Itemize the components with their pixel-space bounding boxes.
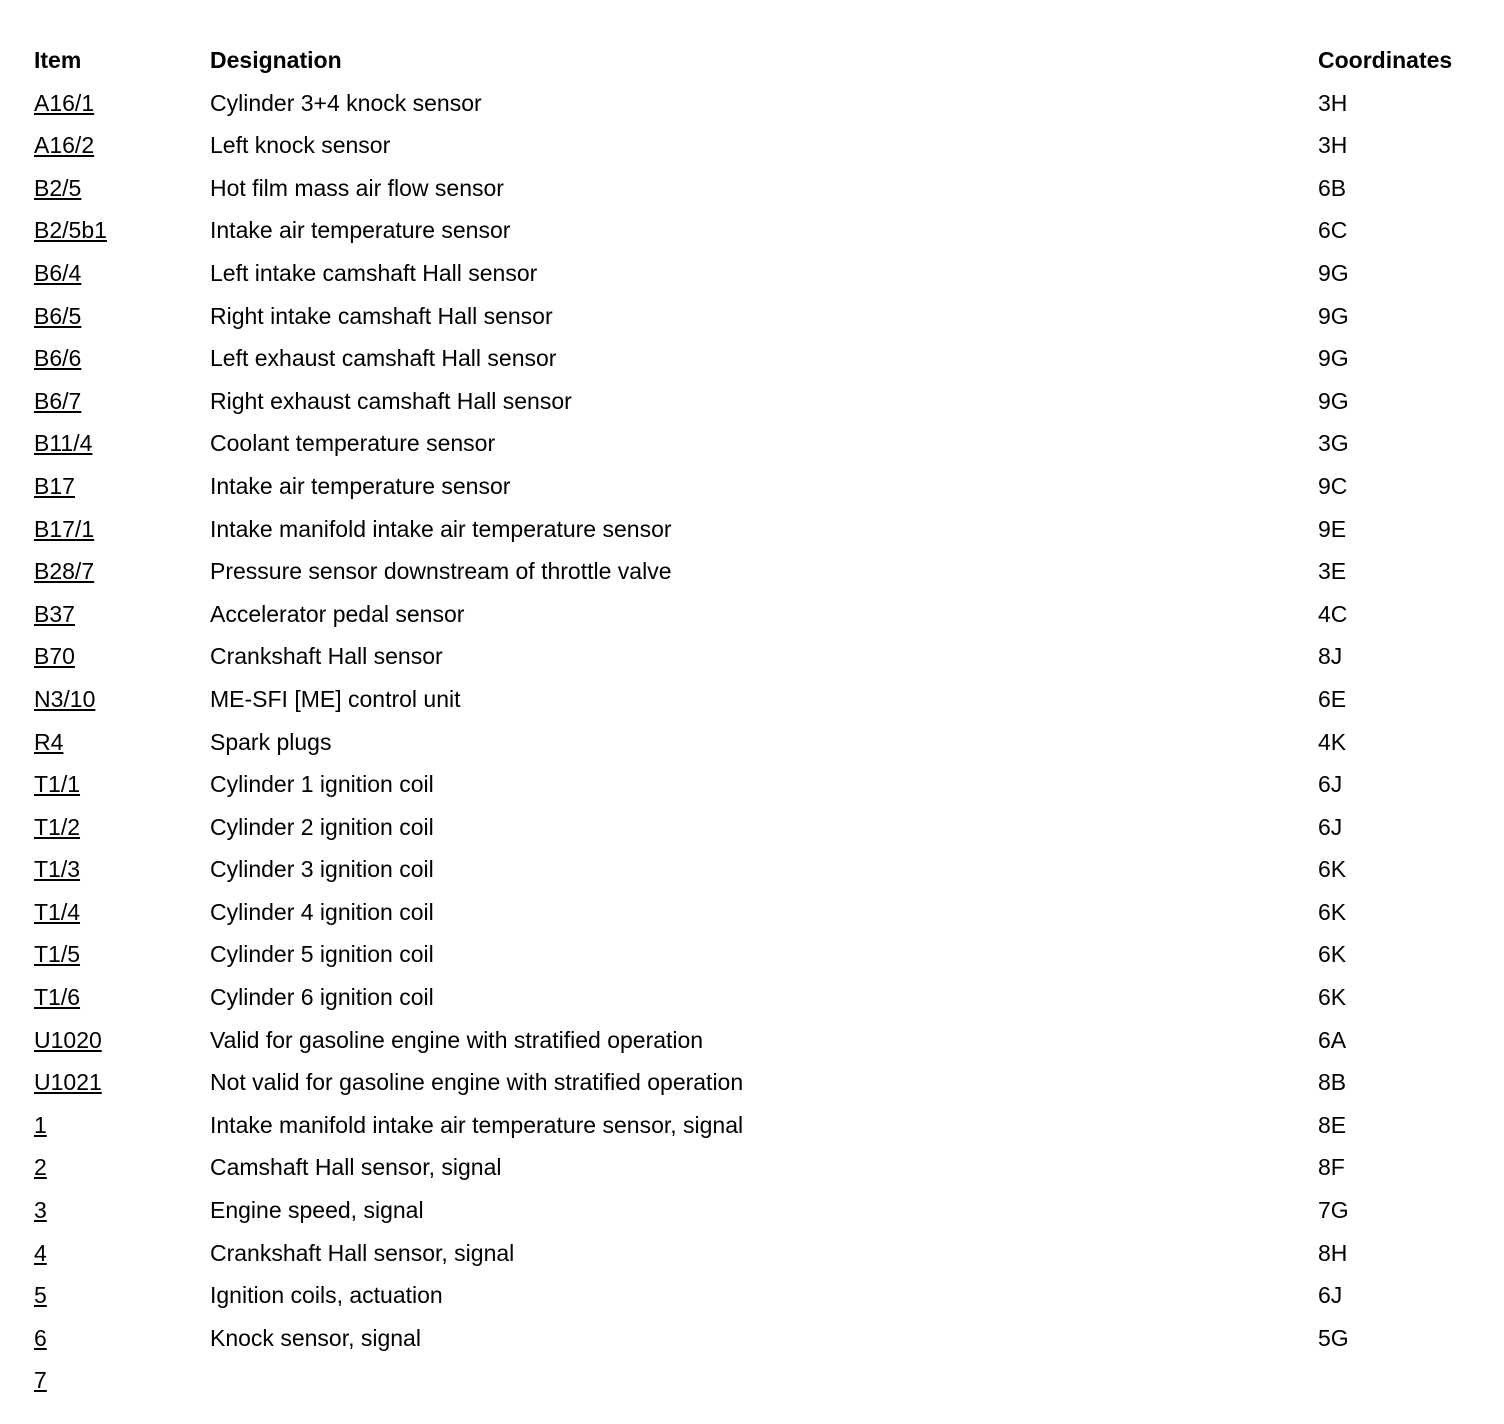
item-link[interactable]: N3/10 (34, 685, 96, 712)
table-row (34, 1019, 1474, 1062)
designation-cell: Crankshaft Hall sensor (210, 643, 443, 670)
item-link[interactable]: B2/5 (34, 174, 82, 201)
table-row (34, 124, 1474, 167)
designation-cell: Cylinder 1 ignition coil (210, 771, 434, 798)
coordinates-cell: 8J (1318, 643, 1343, 670)
coordinates-cell: 6K (1318, 984, 1347, 1011)
coordinates-cell: 3H (1318, 132, 1348, 159)
designation-cell: Camshaft Hall sensor, signal (210, 1154, 502, 1181)
table-row (34, 635, 1474, 678)
designation-cell: Cylinder 5 ignition coil (210, 941, 434, 968)
table-row (34, 1232, 1474, 1275)
item-link[interactable]: B6/6 (34, 345, 82, 372)
table-row (34, 721, 1474, 764)
item-link[interactable]: T1/3 (34, 856, 81, 883)
table-row (34, 763, 1474, 806)
coordinates-cell: 6A (1318, 1026, 1347, 1053)
table-row (34, 337, 1474, 380)
designation-cell: Pressure sensor downstream of throttle valve (210, 558, 672, 585)
table-row (34, 976, 1474, 1019)
table-row (34, 422, 1474, 465)
item-link[interactable]: 2 (34, 1154, 47, 1181)
item-link[interactable]: 4 (34, 1239, 47, 1266)
designation-cell: Knock sensor, signal (210, 1324, 421, 1351)
item-link[interactable]: 3 (34, 1197, 47, 1224)
designation-cell: Cylinder 2 ignition coil (210, 813, 434, 840)
table-row (34, 380, 1474, 423)
coordinates-cell: 7G (1318, 1197, 1349, 1224)
designation-cell: Spark plugs (210, 728, 332, 755)
coordinates-cell: 8F (1318, 1154, 1345, 1181)
item-link[interactable]: B70 (34, 643, 75, 670)
designation-cell: Cylinder 3+4 knock sensor (210, 89, 482, 116)
item-link[interactable]: R4 (34, 728, 64, 755)
table-row (34, 1189, 1474, 1232)
coordinates-cell: 6K (1318, 941, 1347, 968)
item-link[interactable]: 5 (34, 1282, 47, 1309)
item-link[interactable]: U1021 (34, 1069, 102, 1096)
coordinates-cell: 9E (1318, 515, 1347, 542)
table-row (34, 252, 1474, 295)
designation-cell: Intake air temperature sensor (210, 472, 511, 499)
table-row (34, 848, 1474, 891)
designation-cell: Cylinder 6 ignition coil (210, 984, 434, 1011)
designation-cell: Intake manifold intake air temperature sensor (210, 515, 672, 542)
item-link[interactable]: U1020 (34, 1026, 102, 1053)
designation-cell: Left intake camshaft Hall sensor (210, 259, 538, 286)
item-link[interactable]: 1 (34, 1111, 47, 1138)
item-link[interactable]: B6/4 (34, 259, 82, 286)
table-row (34, 508, 1474, 551)
coordinates-cell: 6J (1318, 771, 1343, 798)
table-row (34, 1146, 1474, 1189)
designation-cell: Right intake camshaft Hall sensor (210, 302, 553, 329)
coordinates-cell: 9G (1318, 345, 1349, 372)
coordinates-cell: 6J (1318, 813, 1343, 840)
designation-cell: Intake manifold intake air temperature sensor, signal (210, 1111, 744, 1138)
legend-table (34, 39, 1474, 1402)
coordinates-cell: 6K (1318, 856, 1347, 883)
coordinates-cell: 6E (1318, 685, 1347, 712)
item-link[interactable]: 6 (34, 1324, 47, 1351)
coordinates-cell: 9C (1318, 472, 1348, 499)
coordinates-cell: 9G (1318, 259, 1349, 286)
designation-cell: Right exhaust camshaft Hall sensor (210, 387, 572, 414)
designation-cell: Accelerator pedal sensor (210, 600, 465, 627)
table-row (34, 1359, 1474, 1402)
item-link[interactable]: B28/7 (34, 558, 95, 585)
designation-cell: ME-SFI [ME] control unit (210, 685, 461, 712)
item-link[interactable]: B37 (34, 600, 75, 627)
designation-cell: Left exhaust camshaft Hall sensor (210, 345, 557, 372)
table-row (34, 167, 1474, 210)
designation-cell: Coolant temperature sensor (210, 430, 496, 457)
table-row (34, 465, 1474, 508)
coordinates-cell: 8H (1318, 1239, 1348, 1266)
item-link[interactable]: B17 (34, 472, 75, 499)
designation-cell: Hot film mass air flow sensor (210, 174, 504, 201)
designation-cell: Crankshaft Hall sensor, signal (210, 1239, 515, 1266)
item-link[interactable]: T1/5 (34, 941, 81, 968)
coordinates-cell: 8E (1318, 1111, 1347, 1138)
coordinates-cell: 6B (1318, 174, 1347, 201)
table-row (34, 1317, 1474, 1360)
designation-cell: Left knock sensor (210, 132, 391, 159)
item-link[interactable]: B6/7 (34, 387, 82, 414)
designation-cell: Not valid for gasoline engine with stratified operation (210, 1069, 744, 1096)
item-link[interactable]: T1/6 (34, 984, 81, 1011)
header-row (34, 39, 1474, 82)
coordinates-cell: 5G (1318, 1324, 1349, 1351)
item-link[interactable]: T1/4 (34, 898, 81, 925)
designation-cell: Intake air temperature sensor (210, 217, 511, 244)
table-row (34, 891, 1474, 934)
item-link[interactable]: B2/5b1 (34, 217, 107, 244)
item-link[interactable]: T1/2 (34, 813, 81, 840)
coordinates-cell: 9G (1318, 387, 1349, 414)
designation-cell: Cylinder 3 ignition coil (210, 856, 434, 883)
item-link[interactable]: T1/1 (34, 771, 81, 798)
designation-cell: Engine speed, signal (210, 1197, 424, 1224)
coordinates-cell: 3G (1318, 430, 1349, 457)
item-link[interactable]: A16/2 (34, 132, 95, 159)
designation-cell: Ignition coils, actuation (210, 1282, 443, 1309)
coordinates-cell: 3E (1318, 558, 1347, 585)
coordinates-cell: 6J (1318, 1282, 1343, 1309)
coordinates-cell: 4C (1318, 600, 1348, 627)
designation-cell: Cylinder 4 ignition coil (210, 898, 434, 925)
coordinates-cell: 3H (1318, 89, 1348, 116)
coordinates-cell: 4K (1318, 728, 1347, 755)
table-row (34, 295, 1474, 338)
item-link[interactable]: A16/1 (34, 89, 95, 116)
table-row (34, 593, 1474, 636)
table-row (34, 1274, 1474, 1317)
designation-cell: Valid for gasoline engine with stratified operation (210, 1026, 704, 1053)
coordinates-cell: 6K (1318, 898, 1347, 925)
coordinates-cell: 8B (1318, 1069, 1347, 1096)
header-designation: Designation (210, 47, 342, 73)
item-link[interactable]: B6/5 (34, 302, 82, 329)
table-row (34, 806, 1474, 849)
item-link[interactable]: B17/1 (34, 515, 95, 542)
table-row (34, 678, 1474, 721)
coordinates-cell: 6C (1318, 217, 1348, 244)
table-row (34, 1104, 1474, 1147)
table-row (34, 933, 1474, 976)
header-item: Item (34, 47, 82, 73)
legend-rows (34, 82, 1474, 1402)
table-row (34, 82, 1474, 125)
table-row (34, 209, 1474, 252)
coordinates-cell: 9G (1318, 302, 1349, 329)
item-link[interactable]: 7 (34, 1367, 47, 1394)
item-link[interactable]: B11/4 (34, 430, 93, 457)
table-row (34, 550, 1474, 593)
header-coordinates: Coordinates (1318, 47, 1453, 73)
table-row (34, 1061, 1474, 1104)
